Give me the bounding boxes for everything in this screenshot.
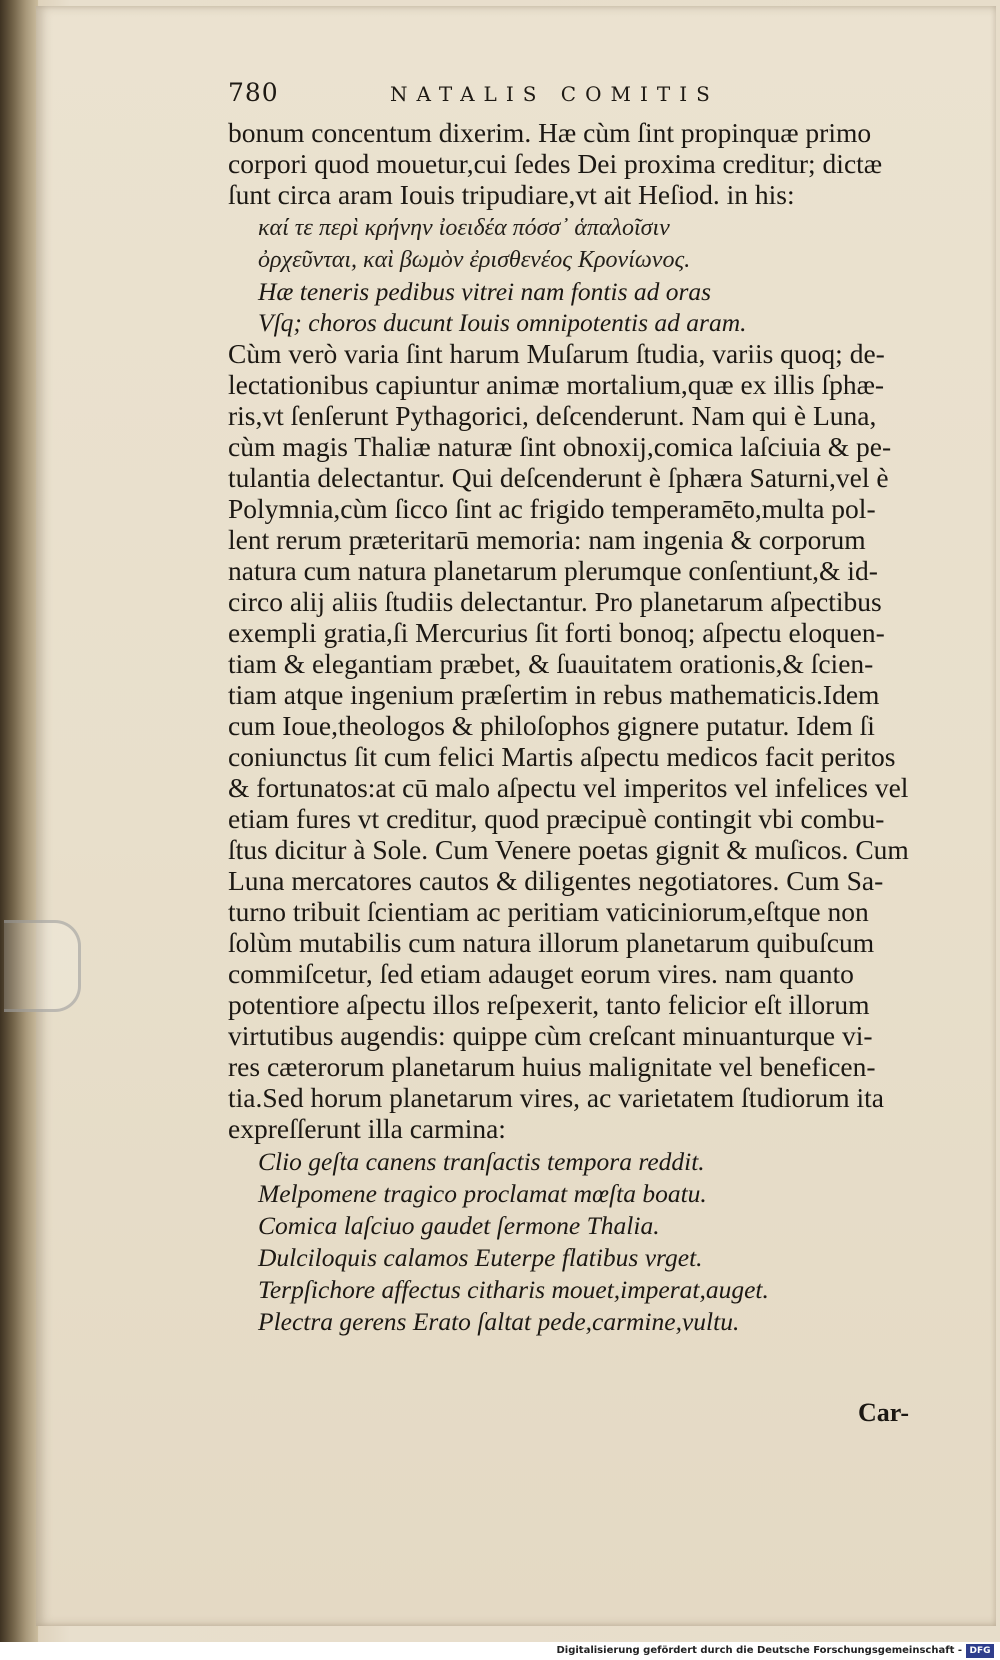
running-head	[228, 78, 788, 112]
greek-verse-line: ὀρχεῦνται, καὶ βωμὸν ἐρισθενέος Κρονίωνος.	[258, 247, 691, 273]
dfg-logo[interactable]: DFG	[966, 1644, 994, 1658]
text-line: ſtus dicitur à Sole. Cum Venere poetas gignit & muſicos. Cum	[228, 834, 909, 865]
text-line: etiam fures vt creditur, quod præcipuè contingit vbi combu-	[228, 803, 885, 834]
text-line: Luna mercatores cautos & diligentes negotiatores. Cum Sa-	[228, 865, 884, 896]
text-line: corpori quod mouetur,cui ſedes Dei proxima creditur; dictæ	[228, 148, 883, 179]
page-clip	[4, 920, 81, 1012]
text-line: bonum concentum dixerim. Hæ cùm ſint propinquæ primo	[228, 117, 872, 148]
text-line: tiam & elegantiam præbet, & ſuauitatem orationis,& ſcien-	[228, 648, 874, 679]
muse-verse-line: Comica laſciuo gaudet ſermone Thalia.	[258, 1211, 660, 1240]
latin-verse-line: Hæ teneris pedibus vitrei nam fontis ad oras	[258, 277, 712, 306]
text-line: circo alij aliis ſtudiis delectantur. Pro planetarum aſpectibus	[228, 586, 882, 617]
text-line: natura cum natura planetarum plerumque conſentiunt,& id-	[228, 555, 878, 586]
text-line: ris,vt ſenſerunt Pythagorici, deſcenderunt. Nam qui è Luna,	[228, 400, 877, 431]
catchword: Car-	[858, 1398, 910, 1427]
text-line: cum Ioue,theologos & philoſophos gignere putatur. Idem ſi	[228, 710, 875, 741]
text-line: tulantia delectantur. Qui deſcenderunt è ſphæra Saturni,vel è	[228, 462, 889, 493]
text-line: virtutibus augendis: quippe cùm creſcant minuanturque vi-	[228, 1020, 873, 1051]
text-line: commiſcetur, ſed etiam adauget eorum vires. nam quanto	[228, 958, 854, 989]
text-line: res cæterorum planetarum huius malignitate vel beneficen-	[228, 1051, 876, 1082]
text-line: lectationibus capiuntur animæ mortalium,quæ ex illis ſphæ-	[228, 369, 885, 400]
footer-credit: Digitalisierung gefördert durch die Deutsche Forschungsgemeinschaft -	[556, 1645, 962, 1656]
text-line: turno tribuit ſcientiam ac peritiam vaticiniorum,eſtque non	[228, 896, 869, 927]
text-line: coniunctus ſit cum felici Martis aſpectu medicos facit peritos	[228, 741, 896, 772]
text-line: tia.Sed horum planetarum vires, ac varietatem ſtudiorum ita	[228, 1082, 884, 1113]
text-line: Polymnia,cùm ſicco ſint ac frigido temperamēto,multa pol-	[228, 493, 876, 524]
muse-verse-line: Clio geſta canens tranſactis tempora reddit.	[258, 1147, 705, 1176]
text-line: expreſſerunt illa carmina:	[228, 1113, 506, 1144]
header-title: NATALIS COMITIS	[390, 82, 719, 106]
text-line: ſolùm mutabilis cum natura illorum planetarum quibuſcum	[228, 927, 875, 958]
text-line: potentiore aſpectu illos reſpexerit, tanto felicior eſt illorum	[228, 989, 870, 1020]
text-line: & fortunatos:at cū malo aſpectu vel imperitos vel infelices vel	[228, 772, 909, 803]
greek-verse-line: καί τε περὶ κρήνην ἰοειδέα πόσσ᾽ ἁπαλοῖσιν	[258, 215, 670, 241]
page-number: 780	[228, 78, 279, 107]
text-line: tiam atque ingenium præſertim in rebus mathematicis.Idem	[228, 679, 880, 710]
muse-verse-line: Melpomene tragico proclamat mœſta boatu.	[258, 1179, 707, 1208]
latin-verse-line: Vſq; choros ducunt Iouis omnipotentis ad aram.	[258, 308, 747, 337]
muse-verse-line: Plectra gerens Erato ſaltat pede,carmine,vultu.	[258, 1307, 740, 1336]
text-line: cùm magis Thaliæ naturæ ſint obnoxij,comica laſciuia & pe-	[228, 431, 892, 462]
text-line: lent rerum præteritarū memoria: nam ingenia & corporum	[228, 524, 866, 555]
text-line: ſunt circa aram Iouis tripudiare,vt ait Heſiod. in his:	[228, 179, 795, 210]
muse-verse-line: Terpſichore affectus citharis mouet,imperat,auget.	[258, 1275, 769, 1304]
book-gutter	[0, 0, 38, 1660]
text-line: exempli gratia,ſi Mercurius ſit forti bonoq; aſpectu eloquen-	[228, 617, 885, 648]
muse-verse-line: Dulciloquis calamos Euterpe flatibus vrget.	[258, 1243, 703, 1272]
text-line: Cùm verò varia ſint harum Muſarum ſtudia, variis quoq; de-	[228, 338, 885, 369]
